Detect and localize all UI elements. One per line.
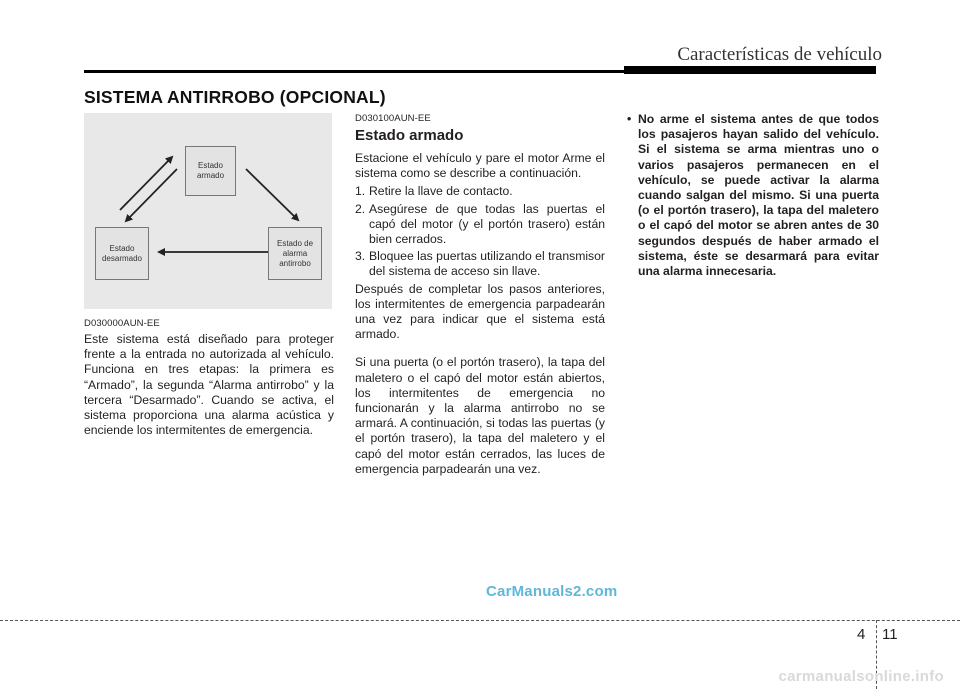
header-rule xyxy=(84,70,624,73)
code-d030000: D030000AUN-EE xyxy=(84,318,160,329)
armed-after: Después de completar los pasos anteriores, los intermitentes de emergencia parpadearán una vez para indicar que el sistema está armado. xyxy=(355,281,605,342)
running-header: Características de vehículo xyxy=(677,44,882,65)
page-number: 11 xyxy=(882,626,898,643)
box-estado-alarma-label: Estado de alarma antirrobo xyxy=(276,238,314,268)
box-estado-armado xyxy=(185,146,236,196)
bullet-icon: • xyxy=(627,112,632,126)
arrow-armed-to-alarm xyxy=(246,169,298,220)
armed-body xyxy=(355,151,605,477)
box-estado-alarma xyxy=(268,227,322,280)
armed-intro: Estacione el vehículo y pare el motor Arme el sistema como se describe a continuación. xyxy=(355,151,605,181)
subsection-heading: Estado armado xyxy=(355,127,464,144)
armed-note: Si una puerta (o el portón trasero), la tapa del maletero o el capó del motor están abiertos, los intermitentes de emergencia no funcionarán y la alarma antirrobo no se armará. A continuación, si todas las puertas (y el portón trasero), la tapa del maletero y el capó del motor están cerrados, las luces de emergencia parpadearán una vez. xyxy=(355,355,605,476)
step-text: Retire la llave de contacto. xyxy=(369,184,513,199)
warning-bullet xyxy=(627,112,879,279)
step-text: Bloquee las puertas utilizando el transmisor del sistema de acceso sin llave. xyxy=(369,249,605,279)
step-number: 1. xyxy=(355,184,366,199)
steps-list xyxy=(355,184,605,279)
footer-rule xyxy=(0,620,960,621)
watermark-carmanuals2: CarManuals2.com xyxy=(486,583,618,600)
step-text: Asegúrese de que todas las puertas el capó del motor (y el portón trasero) están bien cerrados. xyxy=(369,201,605,247)
step-item xyxy=(355,184,605,199)
section-title: SISTEMA ANTIRROBO (OPCIONAL) xyxy=(84,87,386,107)
step-number: 3. xyxy=(355,249,366,264)
arrow-disarmed-to-armed xyxy=(120,157,172,210)
intro-paragraph: Este sistema está diseñado para proteger frente a la entrada no autorizada al vehículo. Funciona en tres etapas: la primera es “Armado”, la segunda “Alarma antirrobo” y la tercera “Desarmado”. Cuando se activa, el sistema proporciona una alarma acústica y enciende los intermitentes de emergencia. xyxy=(84,332,334,438)
step-item xyxy=(355,249,605,279)
chapter-number: 4 xyxy=(857,626,866,643)
step-item xyxy=(355,202,605,248)
watermark-carmanualsonline: carmanualsonline.info xyxy=(778,668,944,685)
box-estado-desarmado xyxy=(95,227,149,280)
box-estado-armado-label: Estado armado xyxy=(196,161,225,180)
step-number: 2. xyxy=(355,201,366,216)
warning-text: No arme el sistema antes de que todos los pasajeros hayan salido del vehículo. Si el sistema se arma mientras uno o varios pasajeros permanecen en el vehículo, se puede activar la alarma cuando salgan del mismo. Si una puerta (o el portón trasero), la tapa del maletero o el capó del motor se abren antes de 30 segundos después de haber armado el sistema, éste se desarmará para evitar una alarma innecesaria. xyxy=(638,112,879,279)
code-d030100: D030100AUN-EE xyxy=(355,113,431,124)
header-rule-thick xyxy=(624,66,876,74)
state-diagram xyxy=(84,113,332,309)
box-estado-desarmado-label: Estado desarmado xyxy=(101,243,143,263)
